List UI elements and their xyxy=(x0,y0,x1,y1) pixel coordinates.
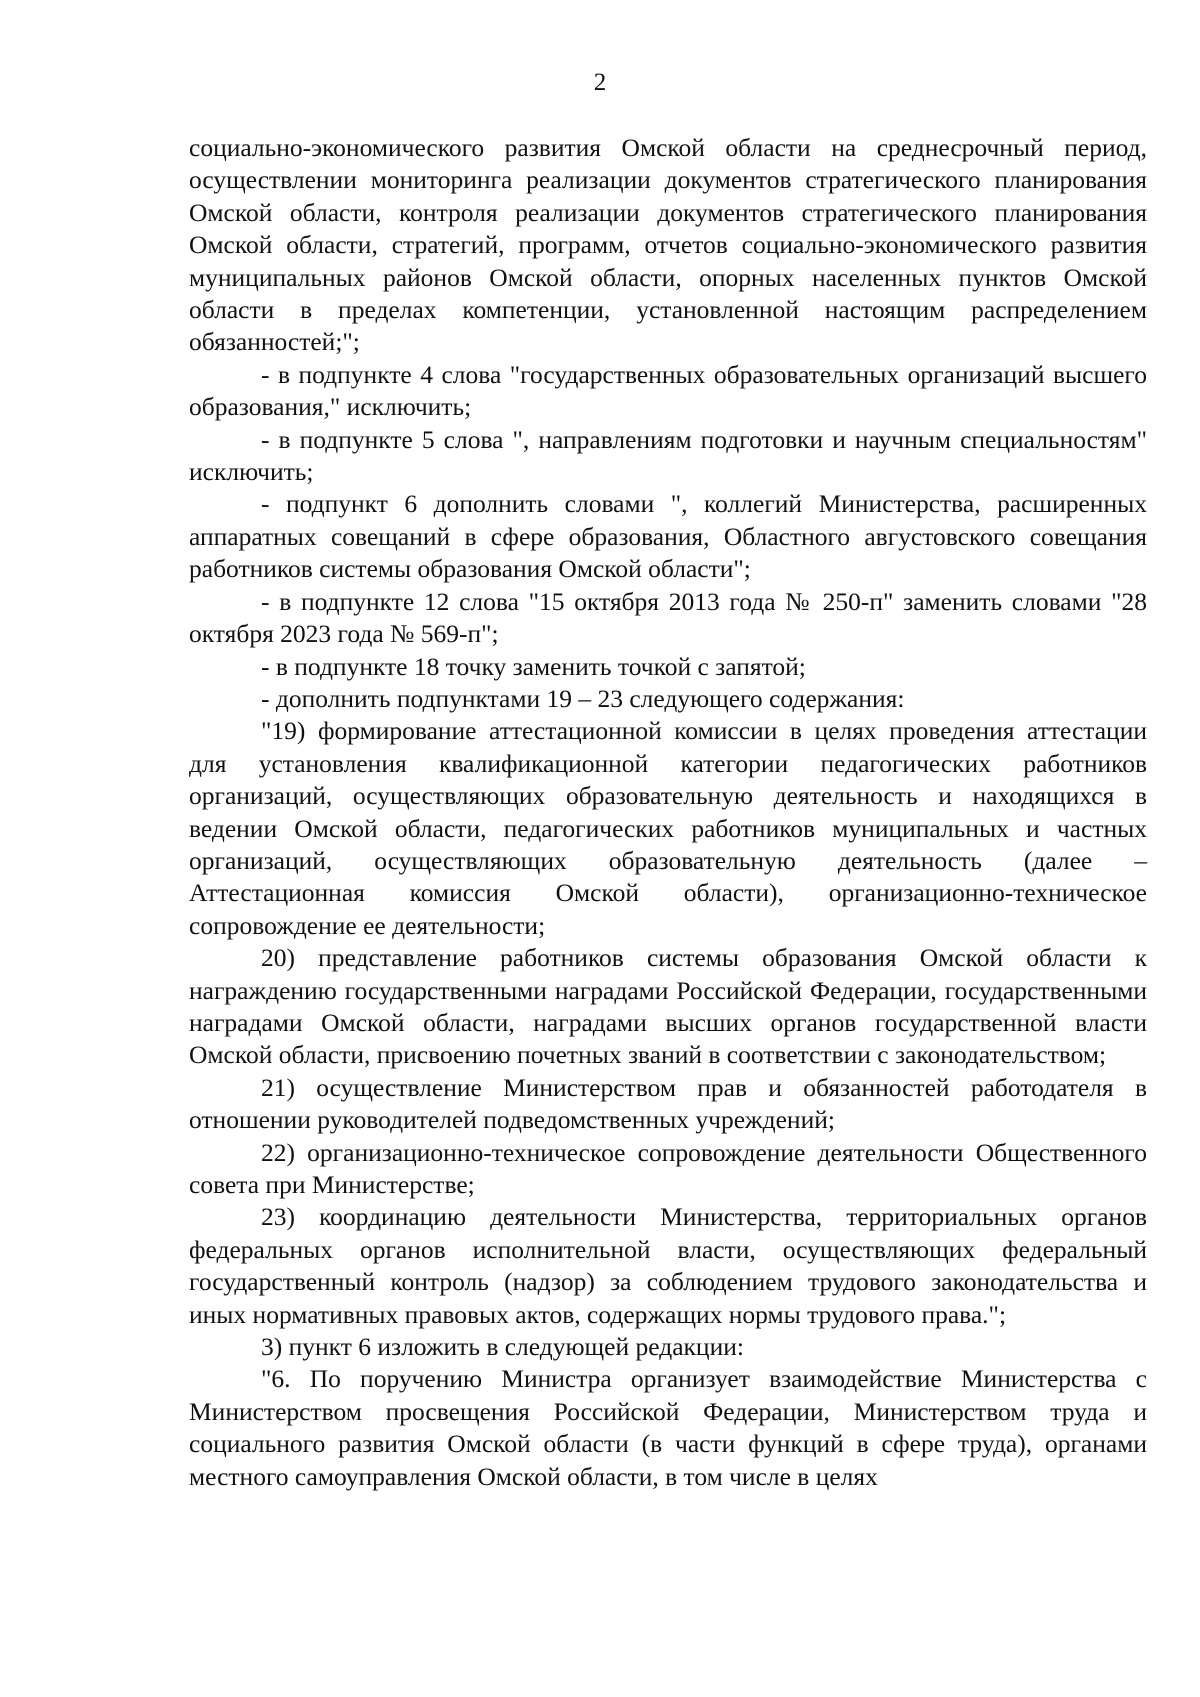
paragraph: - в подпункте 18 точку заменить точкой с запятой; xyxy=(261,651,806,681)
paragraph: "6. По поручению Министра организует взаимодействие Министерства с Министерством просвещения Российской Федерации, Министерством труда и социального развития Омской области (в части функций в сфере труда), органами местного самоуправления Омской области, в том числе в целях xyxy=(189,1364,1147,1491)
paragraph: - в подпункте 12 слова "15 октября 2013 года № 250-п" заменить словами "28 октября 2023 года № 569-п"; xyxy=(189,586,1147,649)
paragraph: 23) координацию деятельности Министерства, территориальных органов федеральных органов исполнительной власти, осуществляющих федеральный государственный контроль (надзор) за соблюдением трудового законодательства и иных нормативных правовых актов, содержащих нормы трудового права."; xyxy=(189,1202,1147,1329)
page-number: 2 xyxy=(593,69,607,96)
paragraph: 21) осуществление Министерством прав и обязанностей работодателя в отношении руководителей подведомственных учреждений; xyxy=(189,1072,1147,1135)
paragraph: 20) представление работников системы образования Омской области к награждению государственными наградами Российской Федерации, государственными наградами Омской области, наградами высших органов государственной власти Омской области, присвоению почетных званий в соответствии с законодательством; xyxy=(189,943,1147,1070)
document-body xyxy=(189,132,1147,1493)
paragraph: - в подпункте 4 слова "государственных образовательных организаций высшего образования," исключить; xyxy=(189,359,1147,422)
paragraph: "19) формирование аттестационной комиссии в целях проведения аттестации для установления квалификационной категории педагогических работников организаций, осуществляющих образовательную деятельность и находящихся в ведении Омской области, педагогических работников муниципальных и частных организаций, осуществляющих образовательную деятельность (далее – Аттестационная комиссия Омской области), организационно-техническое сопровождение ее деятельности; xyxy=(189,716,1147,940)
paragraph: - в подпункте 5 слова ", направлениям подготовки и научным специальностям" исключить; xyxy=(189,424,1147,487)
paragraph: 22) организационно-техническое сопровождение деятельности Общественного совета при Министерстве; xyxy=(189,1137,1147,1199)
paragraph: 3) пункт 6 изложить в следующей редакции: xyxy=(261,1332,744,1362)
paragraph: - подпункт 6 дополнить словами ", коллегий Министерства, расширенных аппаратных совещаний в сфере образования, Областного августовского совещания работников системы образования Омской области"; xyxy=(189,489,1147,584)
paragraph: - дополнить подпунктами 19 – 23 следующего содержания: xyxy=(261,683,905,713)
paragraph: социально-экономического развития Омской области на среднесрочный период, осуществлении мониторинга реализации документов стратегического планирования Омской области, контроля реализации документов стратегического планирования Омской области, стратегий, программ, отчетов социально-экономического развития муниципальных районов Омской области, опорных населенных пунктов Омской области в пределах компетенции, установленной настоящим распределением обязанностей;"; xyxy=(189,133,1147,357)
